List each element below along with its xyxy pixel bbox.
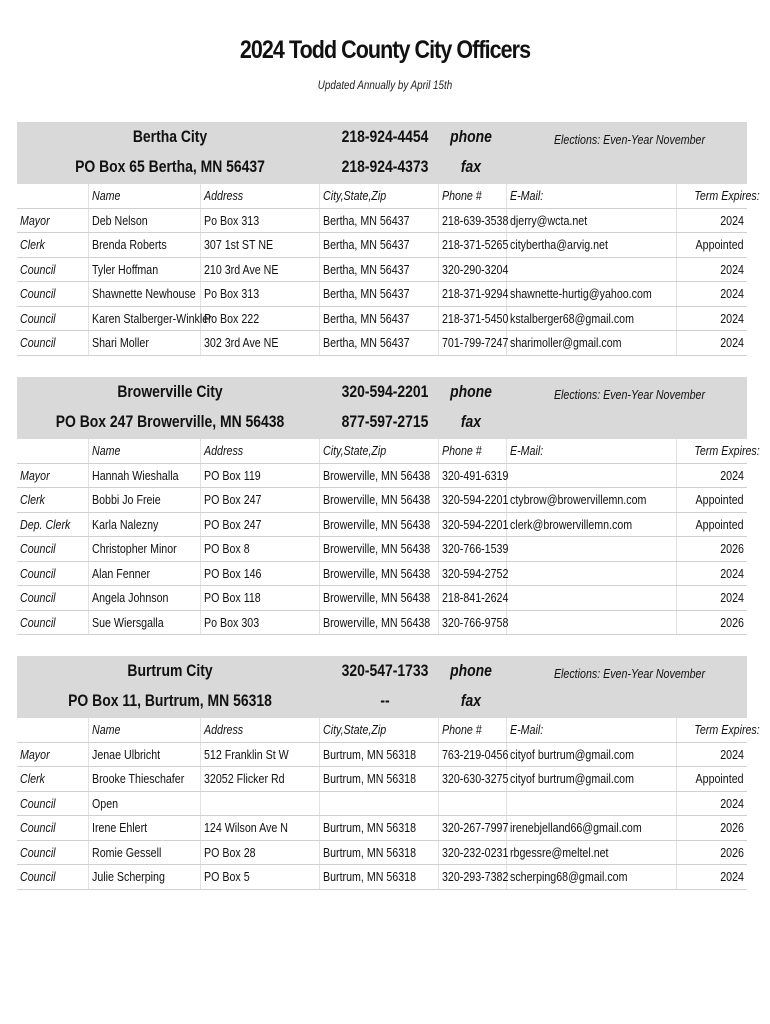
officer-role: Council (17, 610, 88, 635)
officer-role: Mayor (17, 742, 88, 767)
city-header (17, 377, 747, 439)
officer-phone: 320-293-7382 (438, 865, 506, 890)
officer-city-state-zip: Browerville, MN 56438 (319, 561, 438, 586)
officer-phone: 320-232-0231 (438, 840, 506, 865)
officer-term: 2024 (676, 331, 747, 356)
column-header-name: Name (88, 184, 200, 208)
table-row (17, 537, 747, 562)
officer-role: Mayor (17, 208, 88, 233)
city-fax-number: 218-924-4373 (341, 157, 429, 176)
column-header-city-state-zip: City,State,Zip (319, 439, 438, 463)
officer-city-state-zip: Browerville, MN 56438 (319, 463, 438, 488)
column-header-name: Name (88, 439, 200, 463)
officer-city-state-zip: Bertha, MN 56437 (319, 331, 438, 356)
officer-phone: 320-630-3275 (438, 767, 506, 792)
officer-city-state-zip: Browerville, MN 56438 (319, 488, 438, 513)
table-row (17, 306, 747, 331)
officer-email: cityof burtrum@gmail.com (506, 767, 676, 792)
elections-note: Elections: Even-Year November (553, 666, 706, 681)
fax-label: fax (460, 412, 482, 431)
officer-address: PO Box 118 (200, 586, 319, 611)
column-header-row (17, 184, 747, 208)
document-subtitle: Updated Annually by April 15th (317, 78, 453, 92)
table-row (17, 742, 747, 767)
city-section (17, 656, 760, 890)
officer-address: Po Box 313 (200, 208, 319, 233)
column-header-term: Term Expires: (676, 184, 747, 208)
officer-email: citybertha@arvig.net (506, 233, 676, 258)
officer-term: Appointed (676, 488, 747, 513)
officer-phone: 218-371-9294 (438, 282, 506, 307)
officer-name: Bobbi Jo Freie (88, 488, 200, 513)
elections-note: Elections: Even-Year November (553, 132, 706, 147)
phone-label: phone (450, 661, 492, 680)
officer-address: PO Box 247 (200, 488, 319, 513)
city-fax-number: -- (380, 691, 390, 710)
officer-name: Brooke Thieschafer (88, 767, 200, 792)
document-title: 2024 Todd County City Officers (239, 36, 531, 64)
city-name: Browerville City (117, 382, 223, 401)
officer-address: 512 Franklin St W (200, 742, 319, 767)
officer-phone: 218-841-2624 (438, 586, 506, 611)
table-row (17, 767, 747, 792)
officer-name: Tyler Hoffman (88, 257, 200, 282)
officer-role: Council (17, 537, 88, 562)
officer-role: Council (17, 561, 88, 586)
column-header-address: Address (200, 439, 319, 463)
officer-role: Council (17, 331, 88, 356)
officer-email: rbgessre@meltel.net (506, 840, 676, 865)
officer-address: PO Box 247 (200, 512, 319, 537)
officer-city-state-zip (319, 791, 438, 816)
fax-label: fax (460, 691, 482, 710)
officer-name: Shari Moller (88, 331, 200, 356)
table-row (17, 282, 747, 307)
table-row (17, 816, 747, 841)
city-header (17, 122, 747, 184)
officer-term: 2026 (676, 816, 747, 841)
officer-role: Council (17, 257, 88, 282)
officers-table (17, 184, 760, 356)
table-row (17, 512, 747, 537)
officer-phone: 320-766-9758 (438, 610, 506, 635)
officer-name: Sue Wiersgalla (88, 610, 200, 635)
officer-email (506, 610, 676, 635)
officer-address: Po Box 303 (200, 610, 319, 635)
officer-email (506, 463, 676, 488)
officer-term: 2024 (676, 257, 747, 282)
city-po-box: PO Box 11, Burtrum, MN 56318 (68, 691, 272, 710)
officer-city-state-zip: Browerville, MN 56438 (319, 586, 438, 611)
officer-email: kstalberger68@gmail.com (506, 306, 676, 331)
officer-role: Clerk (17, 233, 88, 258)
officer-city-state-zip: Browerville, MN 56438 (319, 512, 438, 537)
officer-email (506, 537, 676, 562)
officer-email: shawnette-hurtig@yahoo.com (506, 282, 676, 307)
officers-table (17, 718, 760, 890)
city-phone-number: 320-594-2201 (341, 382, 429, 401)
officer-name: Karen Stalberger-Winkler (88, 306, 200, 331)
officer-role: Council (17, 791, 88, 816)
column-header-term: Term Expires: (676, 718, 747, 742)
officer-address: Po Box 222 (200, 306, 319, 331)
officer-phone: 218-639-3538 (438, 208, 506, 233)
officer-name: Brenda Roberts (88, 233, 200, 258)
table-row (17, 865, 747, 890)
officer-address: 302 3rd Ave NE (200, 331, 319, 356)
officer-phone: 218-371-5265 (438, 233, 506, 258)
table-row (17, 488, 747, 513)
officer-city-state-zip: Bertha, MN 56437 (319, 208, 438, 233)
officer-phone: 320-491-6319 (438, 463, 506, 488)
column-header-address: Address (200, 184, 319, 208)
column-header-email: E-Mail: (506, 184, 676, 208)
officer-email: cityof burtrum@gmail.com (506, 742, 676, 767)
officers-table (17, 439, 760, 635)
table-row (17, 257, 747, 282)
officer-name: Jenae Ulbricht (88, 742, 200, 767)
officer-city-state-zip: Bertha, MN 56437 (319, 233, 438, 258)
elections-note: Elections: Even-Year November (553, 387, 706, 402)
officer-city-state-zip: Bertha, MN 56437 (319, 257, 438, 282)
column-header-phone: Phone # (438, 184, 506, 208)
officer-phone: 320-267-7997 (438, 816, 506, 841)
officer-address: PO Box 119 (200, 463, 319, 488)
officer-name: Open (88, 791, 200, 816)
column-header-city-state-zip: City,State,Zip (319, 718, 438, 742)
fax-label: fax (460, 157, 482, 176)
column-header-row (17, 439, 747, 463)
officer-term: 2024 (676, 865, 747, 890)
officer-address: 210 3rd Ave NE (200, 257, 319, 282)
table-row (17, 586, 747, 611)
officer-name: Irene Ehlert (88, 816, 200, 841)
table-row (17, 208, 747, 233)
column-header-name: Name (88, 718, 200, 742)
officer-term: 2024 (676, 586, 747, 611)
officer-name: Romie Gessell (88, 840, 200, 865)
officer-address: PO Box 28 (200, 840, 319, 865)
officer-name: Karla Nalezny (88, 512, 200, 537)
city-name: Burtrum City (127, 661, 213, 680)
officer-email: sharimoller@gmail.com (506, 331, 676, 356)
officer-term: 2026 (676, 537, 747, 562)
officer-term: Appointed (676, 233, 747, 258)
officer-city-state-zip: Burtrum, MN 56318 (319, 840, 438, 865)
table-row (17, 840, 747, 865)
officer-role: Mayor (17, 463, 88, 488)
officer-email: scherping68@gmail.com (506, 865, 676, 890)
officer-city-state-zip: Browerville, MN 56438 (319, 537, 438, 562)
officer-role: Clerk (17, 488, 88, 513)
officer-address: PO Box 8 (200, 537, 319, 562)
officer-name: Alan Fenner (88, 561, 200, 586)
officer-phone: 320-594-2201 (438, 512, 506, 537)
officer-address: PO Box 146 (200, 561, 319, 586)
table-row (17, 610, 747, 635)
officer-role: Council (17, 816, 88, 841)
officer-name: Angela Johnson (88, 586, 200, 611)
officer-email (506, 586, 676, 611)
officer-role: Council (17, 840, 88, 865)
city-phone-number: 218-924-4454 (341, 127, 429, 146)
city-section (17, 122, 760, 356)
officer-address (200, 791, 319, 816)
officer-address: 32052 Flicker Rd (200, 767, 319, 792)
officer-phone (438, 791, 506, 816)
column-header-row (17, 718, 747, 742)
officer-address: 307 1st ST NE (200, 233, 319, 258)
officer-city-state-zip: Burtrum, MN 56318 (319, 742, 438, 767)
officer-city-state-zip: Browerville, MN 56438 (319, 610, 438, 635)
phone-label: phone (450, 127, 492, 146)
column-header-email: E-Mail: (506, 439, 676, 463)
officer-city-state-zip: Burtrum, MN 56318 (319, 816, 438, 841)
officer-name: Deb Nelson (88, 208, 200, 233)
officer-role: Dep. Clerk (17, 512, 88, 537)
officer-term: 2024 (676, 306, 747, 331)
officer-role: Council (17, 865, 88, 890)
column-header-city-state-zip: City,State,Zip (319, 184, 438, 208)
officer-email: clerk@browervillemn.com (506, 512, 676, 537)
column-header-phone: Phone # (438, 439, 506, 463)
city-section (17, 377, 760, 635)
officer-address: PO Box 5 (200, 865, 319, 890)
officer-term: 2024 (676, 742, 747, 767)
officer-term: 2024 (676, 208, 747, 233)
officer-phone: 320-766-1539 (438, 537, 506, 562)
officer-email: djerry@wcta.net (506, 208, 676, 233)
officer-email (506, 561, 676, 586)
officer-city-state-zip: Burtrum, MN 56318 (319, 767, 438, 792)
officer-role: Clerk (17, 767, 88, 792)
officer-phone: 701-799-7247 (438, 331, 506, 356)
officer-name: Julie Scherping (88, 865, 200, 890)
officer-email (506, 791, 676, 816)
officer-phone: 320-594-2201 (438, 488, 506, 513)
officer-address: Po Box 313 (200, 282, 319, 307)
table-row (17, 561, 747, 586)
officer-email: ctybrow@browervillemn.com (506, 488, 676, 513)
officer-term: 2026 (676, 610, 747, 635)
column-header-term: Term Expires: (676, 439, 747, 463)
officer-term: Appointed (676, 767, 747, 792)
officer-term: 2026 (676, 840, 747, 865)
officer-role: Council (17, 282, 88, 307)
officer-phone: 763-219-0456 (438, 742, 506, 767)
officer-city-state-zip: Burtrum, MN 56318 (319, 865, 438, 890)
officer-phone: 320-290-3204 (438, 257, 506, 282)
officer-term: 2024 (676, 463, 747, 488)
officer-name: Hannah Wieshalla (88, 463, 200, 488)
table-row (17, 463, 747, 488)
officer-phone: 320-594-2752 (438, 561, 506, 586)
column-header-email: E-Mail: (506, 718, 676, 742)
table-row (17, 791, 747, 816)
officer-term: 2024 (676, 282, 747, 307)
officer-term: 2024 (676, 561, 747, 586)
officer-term: Appointed (676, 512, 747, 537)
table-row (17, 331, 747, 356)
column-header-address: Address (200, 718, 319, 742)
officer-term: 2024 (676, 791, 747, 816)
officer-city-state-zip: Bertha, MN 56437 (319, 306, 438, 331)
officer-phone: 218-371-5450 (438, 306, 506, 331)
officer-email: irenebjelland66@gmail.com (506, 816, 676, 841)
table-row (17, 233, 747, 258)
city-phone-number: 320-547-1733 (341, 661, 429, 680)
city-header (17, 656, 747, 718)
officer-role: Council (17, 306, 88, 331)
city-po-box: PO Box 65 Bertha, MN 56437 (75, 157, 265, 176)
city-fax-number: 877-597-2715 (341, 412, 429, 431)
officer-email (506, 257, 676, 282)
officer-name: Christopher Minor (88, 537, 200, 562)
phone-label: phone (450, 382, 492, 401)
city-name: Bertha City (132, 127, 208, 146)
officer-role: Council (17, 586, 88, 611)
officer-name: Shawnette Newhouse (88, 282, 200, 307)
column-header-phone: Phone # (438, 718, 506, 742)
city-po-box: PO Box 247 Browerville, MN 56438 (55, 412, 285, 431)
officer-address: 124 Wilson Ave N (200, 816, 319, 841)
officer-city-state-zip: Bertha, MN 56437 (319, 282, 438, 307)
